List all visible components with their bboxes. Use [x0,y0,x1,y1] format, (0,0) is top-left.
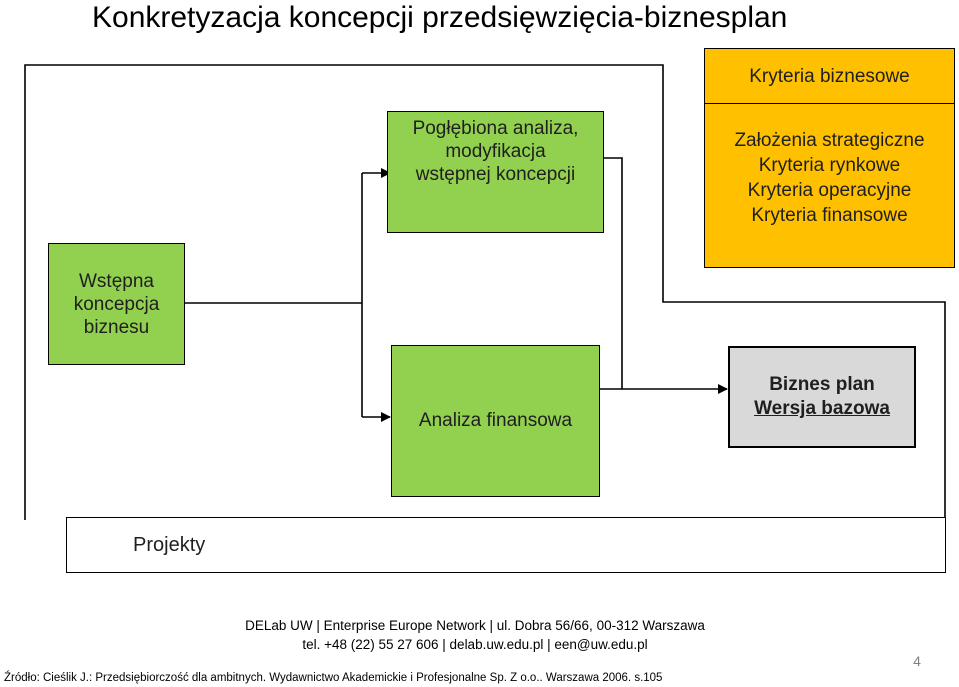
page-number: 4 [913,653,921,669]
initial-concept-line-3: biznesu [83,316,150,338]
projects-box [66,517,946,573]
deep-analysis-line-3: wstępnej koncepcji [415,164,576,185]
deep-to-criteria-line [604,158,622,389]
initial-concept-box [48,243,185,365]
footer-phone-line: tel. +48 (22) 55 27 606 | delab.uw.edu.pl | een@uw.edu.pl [302,637,648,652]
page-title: Konkretyzacja koncepcji przedsięwzięcia-biznesplan [92,1,788,34]
deep-analysis-box [387,111,604,233]
financial-analysis-box [391,345,600,497]
deep-analysis-line-2: modyfikacja [445,141,546,162]
business-plan-box [728,346,916,448]
criteria-item-operational: Kryteria operacyjne [747,180,912,201]
criteria-header-label: Kryteria biznesowe [749,65,910,87]
deep-analysis-line-1: Pogłębiona analiza, [412,118,579,139]
business-plan-line-1: Biznes plan [769,374,875,395]
initial-concept-line-1: Wstępna [79,270,154,292]
source-citation: Źródło: Cieślik J.: Przedsiębiorczość dla ambitnych. Wydawnictwo Akademickie i Profesjonalne Sp. Z o.o.. Warszawa 2006. s.105 [4,672,663,684]
criteria-item-financial: Kryteria finansowe [751,205,908,226]
criteria-header-box [704,48,955,104]
financial-analysis-label: Analiza finansowa [418,410,573,431]
footer-contact-line: DELab UW | Enterprise Europe Network | ul. Dobra 56/66, 00-312 Warszawa [245,618,705,633]
business-plan-line-2: Wersja bazowa [754,398,890,419]
initial-concept-line-2: koncepcja [73,293,160,315]
criteria-item-strategic: Założenia strategiczne [734,130,925,151]
projects-label: Projekty [133,533,206,556]
criteria-item-market: Kryteria rynkowe [758,155,901,176]
criteria-list-box [704,103,955,268]
